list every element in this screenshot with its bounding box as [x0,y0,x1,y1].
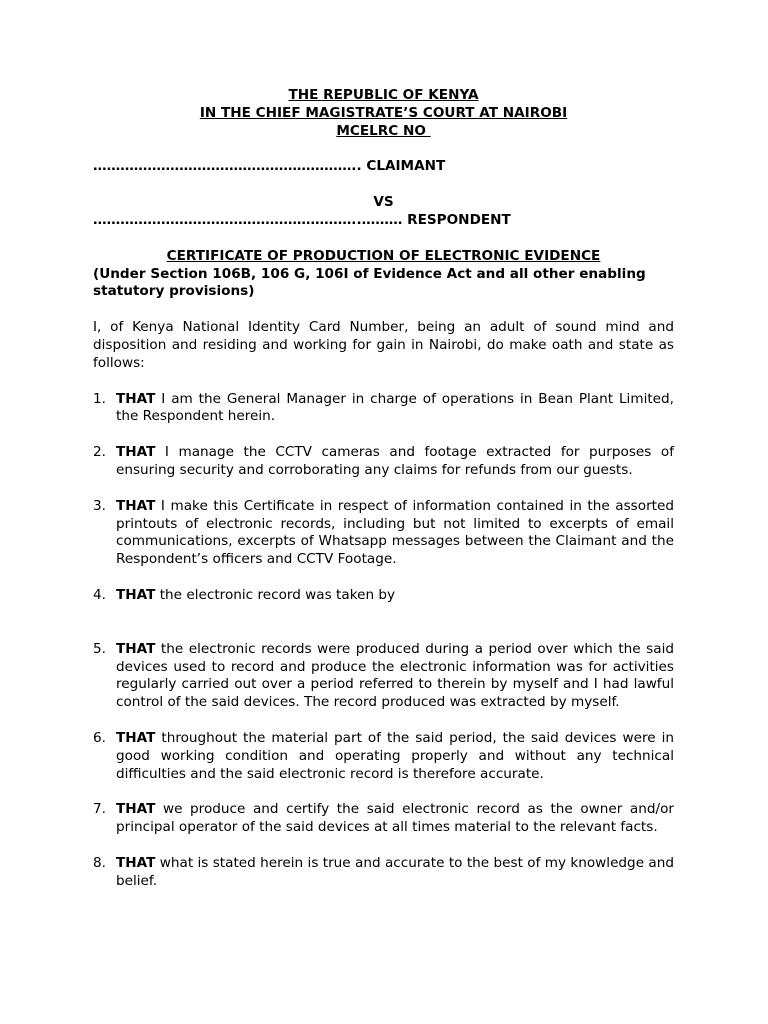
statement-lead: THAT [116,801,156,818]
statement-number: 8. [93,854,106,871]
statement-text: I manage the CCTV cameras and footage extracted for purposes of ensuring security and corroborating any claims for refunds from our guests. [116,444,674,478]
statement-lead: THAT [116,729,156,746]
statements-list [93,391,674,891]
republic-heading: THE REPUBLIC OF KENYA [288,87,479,103]
statement-text: I am the General Manager in charge of operations in Bean Plant Limited, the Respondent herein. [116,390,674,425]
statement-item [93,498,674,569]
statement-text: throughout the material part of the said period, the said devices were in good working condition and operating properly and without any technical difficulties and the said electronic record is therefore accurate. [116,729,674,782]
statement-text: what is stated herein is true and accurate to the best of my knowledge and belief. [116,854,674,889]
statement-lead: THAT [116,586,156,603]
statement-number: 6. [93,729,106,746]
statement-text: the electronic records were produced during a period over which the said devices used to record and produce the electronic information was for activities regularly carried out over a period referred to therein by myself and I had lawful control of the said devices. The record produced was extracted by myself. [116,640,674,711]
court-heading: IN THE CHIEF MAGISTRATE’S COURT AT NAIROBI [199,104,568,121]
respondent-line: …………………………………………………..……… RESPONDENT [93,211,511,228]
statement-lead: THAT [116,640,156,657]
certificate-title: CERTIFICATE OF PRODUCTION OF ELECTRONIC EVIDENCE [166,247,601,264]
statement-text: we produce and certify the said electronic record as the owner and/or principal operator of the said devices at all times material to the relevant facts. [116,801,674,836]
statement-item [93,801,674,837]
statement-lead: THAT [116,444,156,461]
document-body [93,87,674,891]
statement-item [93,641,674,712]
statement-item [93,587,674,605]
intro-paragraph: I, of Kenya National Identity Card Number, being an adult of sound mind and disposition and residing and working for gain in Nairobi, do make oath and state as follows: [93,319,674,371]
versus-label: VS [373,194,394,211]
statement-number: 7. [93,801,106,818]
claimant-line: ………………………………………………….. CLAIMANT [93,158,446,175]
case-number-heading: MCELRC NO [336,122,431,139]
statement-number: 4. [93,586,106,603]
statement-item [93,444,674,480]
statement-lead: THAT [116,497,156,514]
statement-text: I make this Certificate in respect of information contained in the assorted printouts of electronic records, including but not limited to excerpts of email communications, excerpts of Whatsapp messages between the Claimant and the Respondent’s officers and CCTV Footage. [116,497,674,568]
statement-lead: THAT [116,390,156,407]
statement-text: the electronic record was taken by [155,586,396,603]
statement-lead: THAT [116,854,156,871]
certificate-subtitle: (Under Section 106B, 106 G, 106I of Evidence Act and all other enabling statutory provisions) [93,265,646,300]
statement-number: 3. [93,497,106,514]
statement-number: 2. [93,444,106,461]
statement-item [93,855,674,891]
statement-number: 5. [93,640,106,657]
statement-item [93,391,674,427]
statement-number: 1. [93,390,106,407]
statement-item [93,730,674,783]
